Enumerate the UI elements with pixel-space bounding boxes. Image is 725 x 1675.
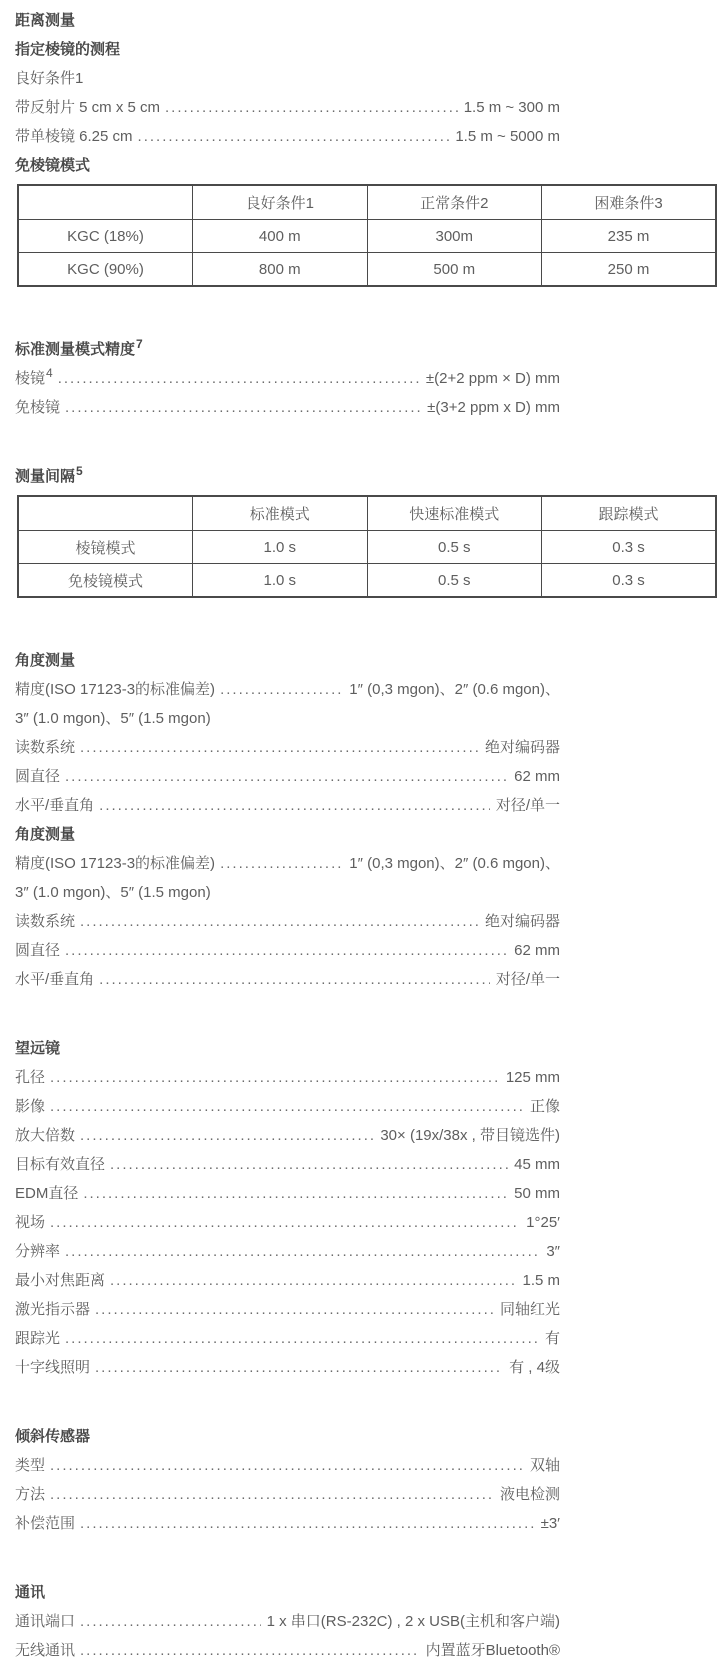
spec-row <box>15 122 560 151</box>
spec-label: 孔径 <box>15 1069 46 1086</box>
dot-leader <box>65 393 421 422</box>
spec-row <box>15 1636 560 1665</box>
heading-text: 标准测量模式精度 <box>15 341 136 358</box>
spec-value: ±3′ <box>540 1515 560 1532</box>
table-head <box>18 496 716 531</box>
section-gap <box>15 1382 725 1422</box>
spec-label: 精度(ISO 17123-3的标准偏差) <box>15 855 216 872</box>
spec-value: 绝对编码器 <box>484 913 560 930</box>
spec-row <box>15 1480 560 1509</box>
section-gap <box>15 1538 725 1578</box>
spec-label: EDM直径 <box>15 1185 79 1202</box>
spec-label: 棱镜 <box>15 370 46 387</box>
table-cell: 0.3 s <box>542 564 717 598</box>
section-heading <box>15 646 560 675</box>
spec-label: 类型 <box>15 1457 46 1474</box>
table-row <box>18 564 716 598</box>
spec-row <box>15 1353 560 1382</box>
text-content: 3″ (1.0 mgon)、5″ (1.5 mgon) <box>15 710 211 727</box>
table-header-row <box>18 185 716 220</box>
spec-row <box>15 1607 560 1636</box>
spec-label: 水平/垂直角 <box>15 797 95 814</box>
spec-row <box>15 364 560 393</box>
spec-row <box>15 1179 560 1208</box>
spec-value: 绝对编码器 <box>484 739 560 756</box>
spec-label: 圆直径 <box>15 942 61 959</box>
spec-value: 对径/单一 <box>495 971 560 988</box>
section-heading <box>15 6 560 35</box>
table-cell: 0.5 s <box>367 531 542 564</box>
table-header-cell: 良好条件1 <box>193 185 368 220</box>
spec-row <box>15 1063 560 1092</box>
spec-value: 62 mm <box>514 942 560 959</box>
table-cell: KGC (90%) <box>18 253 193 287</box>
spec-value: 45 mm <box>514 1156 560 1173</box>
spec-row <box>15 393 560 422</box>
spec-row <box>15 762 560 791</box>
table-cell: 1.0 s <box>193 564 368 598</box>
dot-leader <box>80 1607 261 1636</box>
table-cell: KGC (18%) <box>18 220 193 253</box>
section-gap <box>15 994 725 1034</box>
heading-text: 距离测量 <box>15 12 76 29</box>
dot-leader <box>95 1295 494 1324</box>
dot-leader <box>138 122 450 151</box>
heading-text: 免棱镜模式 <box>15 157 91 174</box>
table-header-row <box>18 496 716 531</box>
table-cell: 棱镜模式 <box>18 531 193 564</box>
section-gap <box>15 422 725 462</box>
spec-value: 30× (19x/38x , 带目镜选件) <box>380 1127 560 1144</box>
spec-label: 放大倍数 <box>15 1127 76 1144</box>
text-line <box>15 878 560 907</box>
spec-value: 1 x 串口(RS-232C) , 2 x USB(主机和客户端) <box>266 1613 560 1630</box>
dot-leader <box>50 1092 524 1121</box>
spec-value: 1°25′ <box>526 1214 560 1231</box>
table-header-cell: 正常条件2 <box>367 185 542 220</box>
table-header-cell: 跟踪模式 <box>542 496 717 531</box>
spec-label: 圆直径 <box>15 768 61 785</box>
spec-row <box>15 907 560 936</box>
spec-value: 3″ <box>546 1243 560 1260</box>
dot-leader <box>50 1480 494 1509</box>
section-gap <box>15 606 725 646</box>
section-heading <box>15 1034 560 1063</box>
spec-label: 带反射片 5 cm x 5 cm <box>15 99 161 116</box>
spec-row <box>15 1266 560 1295</box>
heading-text: 角度测量 <box>15 826 76 843</box>
spec-row <box>15 1295 560 1324</box>
spec-value: 125 mm <box>505 1069 560 1086</box>
spec-value: 双轴 <box>529 1457 560 1474</box>
table-cell: 800 m <box>193 253 368 287</box>
heading-superscript: 5 <box>76 464 83 478</box>
table-head <box>18 185 716 220</box>
table-cell: 235 m <box>542 220 717 253</box>
dot-leader <box>80 1509 535 1538</box>
spec-row <box>15 1150 560 1179</box>
table-row <box>18 531 716 564</box>
section-heading <box>15 1578 560 1607</box>
spec-row <box>15 849 560 878</box>
spec-label: 十字线照明 <box>15 1359 91 1376</box>
heading-superscript: 7 <box>136 337 143 351</box>
spec-row <box>15 936 560 965</box>
section-gap <box>15 295 725 335</box>
text-content: 良好条件1 <box>15 70 84 87</box>
data-table <box>17 184 717 287</box>
spec-row <box>15 1092 560 1121</box>
heading-text: 测量间隔 <box>15 468 76 485</box>
spec-row <box>15 1509 560 1538</box>
dot-leader <box>110 1150 508 1179</box>
table-body <box>18 531 716 598</box>
spec-label: 水平/垂直角 <box>15 971 95 988</box>
section-heading <box>15 1422 560 1451</box>
spec-value: 内置蓝牙Bluetooth® <box>425 1642 560 1659</box>
table-cell: 500 m <box>367 253 542 287</box>
spec-label: 无线通讯 <box>15 1642 76 1659</box>
dot-leader <box>110 1266 516 1295</box>
spec-label: 精度(ISO 17123-3的标准偏差) <box>15 681 216 698</box>
spec-label: 补偿范围 <box>15 1515 76 1532</box>
spec-value: 50 mm <box>514 1185 560 1202</box>
text-line <box>15 704 560 733</box>
table-header-cell: 困难条件3 <box>542 185 717 220</box>
spec-label: 免棱镜 <box>15 399 61 416</box>
spec-label: 读数系统 <box>15 739 76 756</box>
spec-label: 通讯端口 <box>15 1613 76 1630</box>
spec-value: 有 , 4级 <box>509 1359 560 1376</box>
dot-leader <box>80 1121 374 1150</box>
text-line <box>15 64 560 93</box>
text-content: 3″ (1.0 mgon)、5″ (1.5 mgon) <box>15 884 211 901</box>
table-header-cell: 快速标准模式 <box>367 496 542 531</box>
dot-leader <box>80 1636 420 1665</box>
table-cell: 1.0 s <box>193 531 368 564</box>
spec-row <box>15 1121 560 1150</box>
dot-leader <box>50 1451 524 1480</box>
dot-leader <box>65 1237 540 1266</box>
spec-row <box>15 965 560 994</box>
spec-value: 有 <box>544 1330 560 1347</box>
table-row <box>18 253 716 287</box>
spec-label: 方法 <box>15 1486 46 1503</box>
dot-leader <box>65 1324 539 1353</box>
table-cell: 0.3 s <box>542 531 717 564</box>
spec-row <box>15 1237 560 1266</box>
dot-leader <box>83 1179 508 1208</box>
section-heading <box>15 35 560 64</box>
table-row <box>18 220 716 253</box>
table-header-cell <box>18 185 193 220</box>
data-table <box>17 495 717 598</box>
spec-value: 对径/单一 <box>495 797 560 814</box>
dot-leader <box>165 93 458 122</box>
table-header-cell: 标准模式 <box>193 496 368 531</box>
spec-row <box>15 675 560 704</box>
spec-value: 1.5 m ~ 5000 m <box>455 128 560 145</box>
table-header-cell <box>18 496 193 531</box>
dot-leader <box>220 675 343 704</box>
spec-row <box>15 733 560 762</box>
spec-label: 带单棱镜 6.25 cm <box>15 128 133 145</box>
dot-leader <box>65 762 508 791</box>
spec-label: 跟踪光 <box>15 1330 61 1347</box>
table-cell: 300m <box>367 220 542 253</box>
spec-label: 目标有效直径 <box>15 1156 106 1173</box>
spec-value: ±(3+2 ppm x D) mm <box>427 399 560 416</box>
dot-leader <box>58 364 420 393</box>
dot-leader <box>220 849 343 878</box>
spec-value: 液电检测 <box>499 1486 560 1503</box>
spec-label: 分辨率 <box>15 1243 61 1260</box>
spec-label: 激光指示器 <box>15 1301 91 1318</box>
spec-value: 1″ (0,3 mgon)、2″ (0.6 mgon)、 <box>349 855 560 872</box>
dot-leader <box>80 733 479 762</box>
heading-text: 角度测量 <box>15 652 76 669</box>
spec-value: 正像 <box>529 1098 560 1115</box>
section-heading <box>15 335 560 364</box>
spec-label: 最小对焦距离 <box>15 1272 106 1289</box>
dot-leader <box>95 1353 503 1382</box>
table-body <box>18 220 716 287</box>
table-cell: 0.5 s <box>367 564 542 598</box>
heading-text: 倾斜传感器 <box>15 1428 91 1445</box>
heading-text: 通讯 <box>15 1584 46 1601</box>
dot-leader <box>80 907 479 936</box>
dot-leader <box>50 1208 520 1237</box>
table-cell: 250 m <box>542 253 717 287</box>
label-superscript: 4 <box>46 366 53 380</box>
spec-value: 同轴红光 <box>499 1301 560 1318</box>
dot-leader <box>50 1063 500 1092</box>
table-cell: 免棱镜模式 <box>18 564 193 598</box>
table-cell: 400 m <box>193 220 368 253</box>
dot-leader <box>99 965 490 994</box>
heading-text: 指定棱镜的测程 <box>15 41 121 58</box>
dot-leader <box>65 936 508 965</box>
spec-value: 1″ (0,3 mgon)、2″ (0.6 mgon)、 <box>349 681 560 698</box>
spec-row <box>15 1451 560 1480</box>
spec-row <box>15 93 560 122</box>
section-heading <box>15 151 560 180</box>
spec-label: 影像 <box>15 1098 46 1115</box>
dot-leader <box>99 791 490 820</box>
spec-value: 62 mm <box>514 768 560 785</box>
spec-value: 1.5 m ~ 300 m <box>463 99 560 116</box>
section-heading <box>15 820 560 849</box>
spec-row <box>15 791 560 820</box>
spec-value: 1.5 m <box>522 1272 560 1289</box>
spec-value: ±(2+2 ppm × D) mm <box>425 370 560 387</box>
spec-label: 视场 <box>15 1214 46 1231</box>
spec-row <box>15 1324 560 1353</box>
heading-text: 望远镜 <box>15 1040 61 1057</box>
section-heading <box>15 462 560 491</box>
spec-row <box>15 1208 560 1237</box>
spec-label: 读数系统 <box>15 913 76 930</box>
